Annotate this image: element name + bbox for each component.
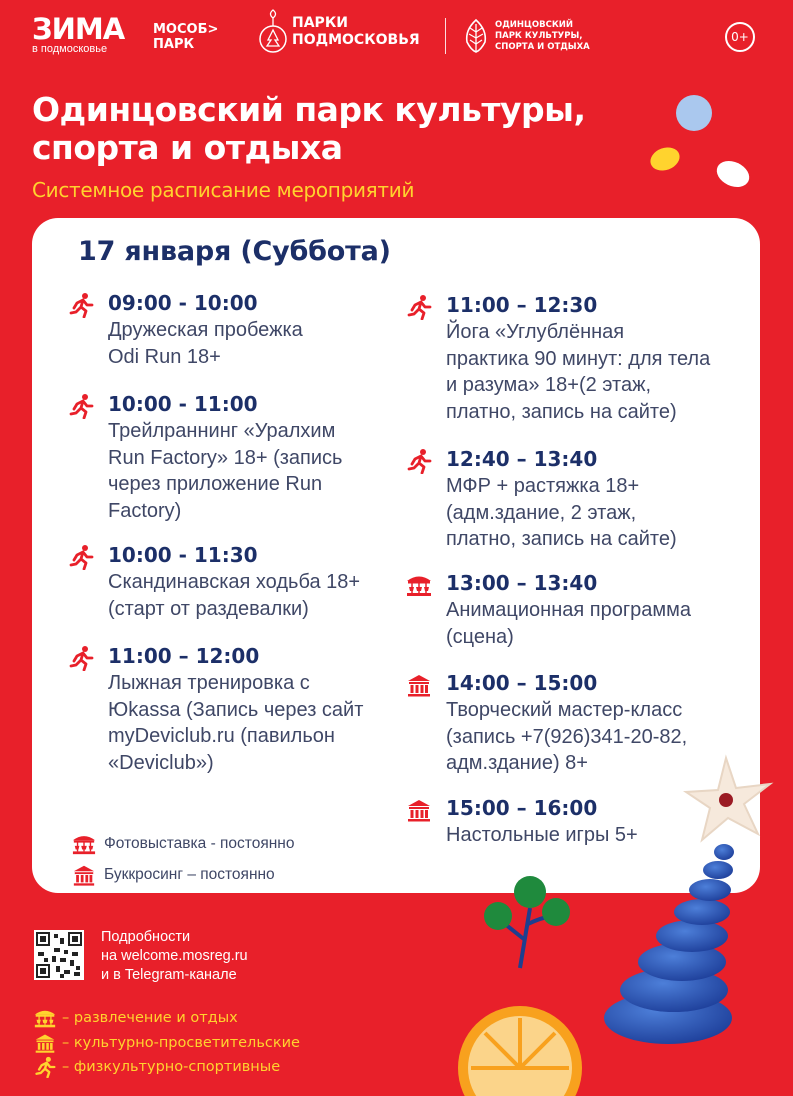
event-description bbox=[446, 597, 691, 650]
event-description-line: Дружеская пробежка bbox=[108, 319, 303, 341]
event-description-line: через приложение Run bbox=[108, 473, 323, 495]
event-description-line: Лыжная тренировка с bbox=[108, 672, 310, 694]
event-time: 09:00 - 10:00 bbox=[108, 291, 258, 315]
legend-item bbox=[34, 1007, 238, 1029]
event-time: 13:00 – 13:40 bbox=[446, 571, 598, 595]
event-description bbox=[446, 319, 710, 425]
event-description-line: (старт от раздевалки) bbox=[108, 597, 309, 620]
event-time: 11:00 – 12:30 bbox=[446, 293, 598, 317]
mosobpark-logo: МОСОБ> ПАРК bbox=[153, 22, 219, 52]
legend-item bbox=[34, 1056, 280, 1078]
carousel-icon bbox=[34, 1007, 56, 1029]
museum-icon bbox=[406, 797, 432, 823]
runner-icon bbox=[68, 393, 94, 419]
event-description-line: Скандинавская ходьба 18+ bbox=[108, 571, 361, 593]
permanent-label: Буккросинг – постоянно bbox=[104, 866, 275, 883]
more-info-text: Подробности на welcome.mosreg.ru и в Telegram-канале bbox=[101, 929, 248, 983]
event-time: 14:00 – 15:00 bbox=[446, 671, 598, 695]
event-description-line: (адм.здание, 2 этаж, bbox=[446, 501, 637, 524]
event-description bbox=[108, 670, 363, 776]
odintsovo-park-logo: ОДИНЦОВСКИЙ ПАРК КУЛЬТУРЫ, СПОРТА И ОТДЫХА bbox=[463, 18, 590, 54]
runner-icon bbox=[406, 448, 432, 474]
event-description-line: адм.здание) 8+ bbox=[446, 752, 588, 774]
event-time: 12:40 – 13:40 bbox=[446, 447, 598, 471]
event-description-line: Йога «Углублённая bbox=[446, 321, 625, 343]
parki-podmoskovya-logo: ПАРКИ ПОДМОСКОВЬЯ bbox=[258, 8, 420, 56]
permanent-item bbox=[72, 832, 294, 856]
event-description-line: (запись +7(926)341-20-82, bbox=[446, 725, 688, 748]
age-rating-badge: 0+ bbox=[725, 22, 755, 52]
carousel-icon bbox=[72, 832, 104, 856]
legend-label: – культурно-просветительские bbox=[62, 1035, 300, 1051]
event-description-line: практика 90 минут: для тела bbox=[446, 347, 711, 370]
runner-icon bbox=[68, 292, 94, 318]
event-description-line: (сцена) bbox=[446, 625, 514, 648]
website-link[interactable]: на welcome.mosreg.ru bbox=[101, 948, 248, 964]
qr-code[interactable] bbox=[34, 930, 84, 980]
berries-decoration bbox=[480, 868, 590, 978]
event-description-line: Настольные игры 5+ bbox=[446, 824, 638, 846]
schedule-date: 17 января (Суббота) bbox=[78, 236, 391, 267]
zima-logo-subtitle: в подмосковье bbox=[32, 43, 108, 55]
orange-slice-decoration bbox=[455, 998, 585, 1096]
event-time: 10:00 - 11:00 bbox=[108, 392, 258, 416]
permanent-item bbox=[72, 863, 275, 887]
event-description bbox=[446, 473, 677, 553]
event-description-line: Factory) bbox=[108, 499, 182, 522]
event-description-line: платно, запись на сайте) bbox=[446, 400, 677, 423]
museum-icon bbox=[406, 672, 432, 698]
permanent-label: Фотовыставка - постоянно bbox=[104, 835, 295, 852]
parki-emblem-icon bbox=[258, 8, 288, 56]
event-description-line: и разума» 18+(2 этаж, bbox=[446, 374, 652, 396]
runner-icon bbox=[34, 1056, 56, 1078]
event-description-line: myDeviclub.ru (павильон bbox=[108, 725, 335, 747]
runner-icon bbox=[406, 294, 432, 320]
event-description-line: Odi Run 18+ bbox=[108, 345, 221, 368]
runner-icon bbox=[68, 645, 94, 671]
event-description bbox=[108, 317, 303, 370]
event-description bbox=[108, 418, 342, 524]
legend-label: – физкультурно-спортивные bbox=[62, 1059, 281, 1075]
event-description-line: Трейлраннинг «Уралхим bbox=[108, 420, 336, 442]
event-description-line: Анимационная программа bbox=[446, 599, 692, 621]
christmas-tree-decoration bbox=[598, 748, 793, 1048]
museum-icon bbox=[34, 1032, 56, 1054]
decor-dot-white bbox=[713, 156, 754, 192]
runner-icon bbox=[68, 544, 94, 570]
event-description-line: Юkassa (Запись через сайт bbox=[108, 698, 364, 721]
event-time: 10:00 - 11:30 bbox=[108, 543, 258, 567]
event-description-line: Run Factory» 18+ (запись bbox=[108, 446, 343, 469]
zima-logo-title: ЗИМА bbox=[32, 12, 125, 46]
page-subtitle: Системное расписание мероприятий bbox=[32, 178, 415, 202]
museum-icon bbox=[72, 863, 104, 887]
legend-item bbox=[34, 1032, 300, 1054]
event-time: 15:00 – 16:00 bbox=[446, 796, 598, 820]
carousel-icon bbox=[406, 572, 432, 598]
event-description-line: МФР + растяжка 18+ bbox=[446, 475, 640, 497]
zima-logo bbox=[32, 14, 124, 55]
event-description bbox=[108, 569, 360, 622]
leaf-emblem-icon bbox=[463, 18, 489, 54]
legend-label: – развлечение и отдых bbox=[62, 1010, 238, 1026]
header-divider bbox=[445, 18, 446, 54]
event-description-line: Творческий мастер-класс bbox=[446, 699, 683, 721]
event-description-line: «Deviclub») bbox=[108, 751, 214, 774]
event-description-line: платно, запись на сайте) bbox=[446, 528, 677, 550]
page-title: Одинцовский парк культуры, спорта и отдыха bbox=[32, 90, 586, 167]
event-time: 11:00 – 12:00 bbox=[108, 644, 260, 668]
qr-code-icon bbox=[34, 930, 84, 980]
